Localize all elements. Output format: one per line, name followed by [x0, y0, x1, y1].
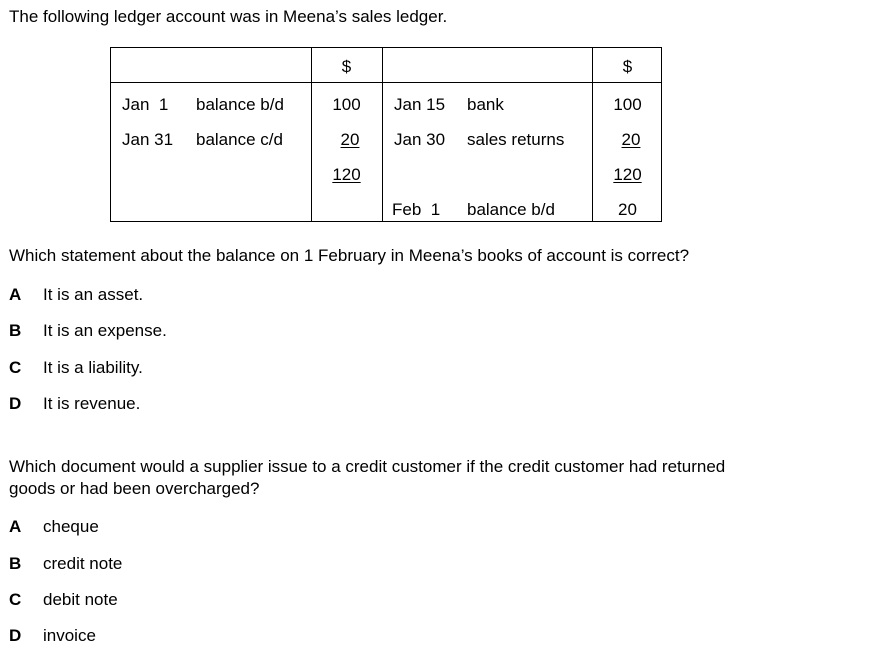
- debit-date: Jan 31: [122, 130, 174, 149]
- option-text: It is an asset.: [43, 285, 144, 304]
- total-right: 120: [613, 165, 642, 184]
- debit-date: Jan 1: [122, 95, 169, 114]
- option-letter: D: [9, 394, 22, 413]
- option-text: It is a liability.: [43, 358, 143, 377]
- option-text: cheque: [43, 517, 99, 536]
- debit-amount: 100: [332, 95, 361, 114]
- question-2-line-2: goods or had been overcharged?: [9, 479, 260, 498]
- debit-detail: balance b/d: [196, 95, 284, 114]
- intro-text: The following ledger account was in Meena’s sales ledger.: [9, 7, 448, 26]
- ledger-account: [110, 47, 662, 222]
- option-text: It is an expense.: [43, 321, 167, 340]
- credit-date: Jan 30: [394, 130, 446, 149]
- carried-amount: 20: [618, 200, 637, 219]
- currency-right: $: [622, 57, 633, 76]
- credit-detail: sales returns: [467, 130, 565, 149]
- currency-left: $: [341, 57, 352, 76]
- ledger-center-line: [382, 48, 383, 221]
- credit-date: Jan 15: [394, 95, 446, 114]
- debit-amount: 20: [340, 130, 360, 149]
- credit-amount: 100: [613, 95, 642, 114]
- option-letter: C: [9, 590, 22, 609]
- option-letter: A: [9, 517, 22, 536]
- question-2-line-1: Which document would a supplier issue to a credit customer if the credit customer had returned: [9, 457, 726, 476]
- option-text: It is revenue.: [43, 394, 141, 413]
- option-text: debit note: [43, 590, 118, 609]
- total-left: 120: [332, 165, 361, 184]
- ledger-header-line: [111, 82, 661, 83]
- option-letter: A: [9, 285, 22, 304]
- option-text: credit note: [43, 554, 123, 573]
- option-letter: C: [9, 358, 22, 377]
- option-letter: B: [9, 321, 22, 340]
- option-letter: B: [9, 554, 22, 573]
- credit-amount: 20: [621, 130, 641, 149]
- debit-detail: balance c/d: [196, 130, 283, 149]
- carried-detail: balance b/d: [467, 200, 555, 219]
- option-letter: D: [9, 626, 22, 645]
- credit-detail: bank: [467, 95, 504, 114]
- question-1-text: Which statement about the balance on 1 February in Meena’s books of account is correct?: [9, 246, 690, 265]
- option-text: invoice: [43, 626, 96, 645]
- carried-date: Feb 1: [392, 200, 441, 219]
